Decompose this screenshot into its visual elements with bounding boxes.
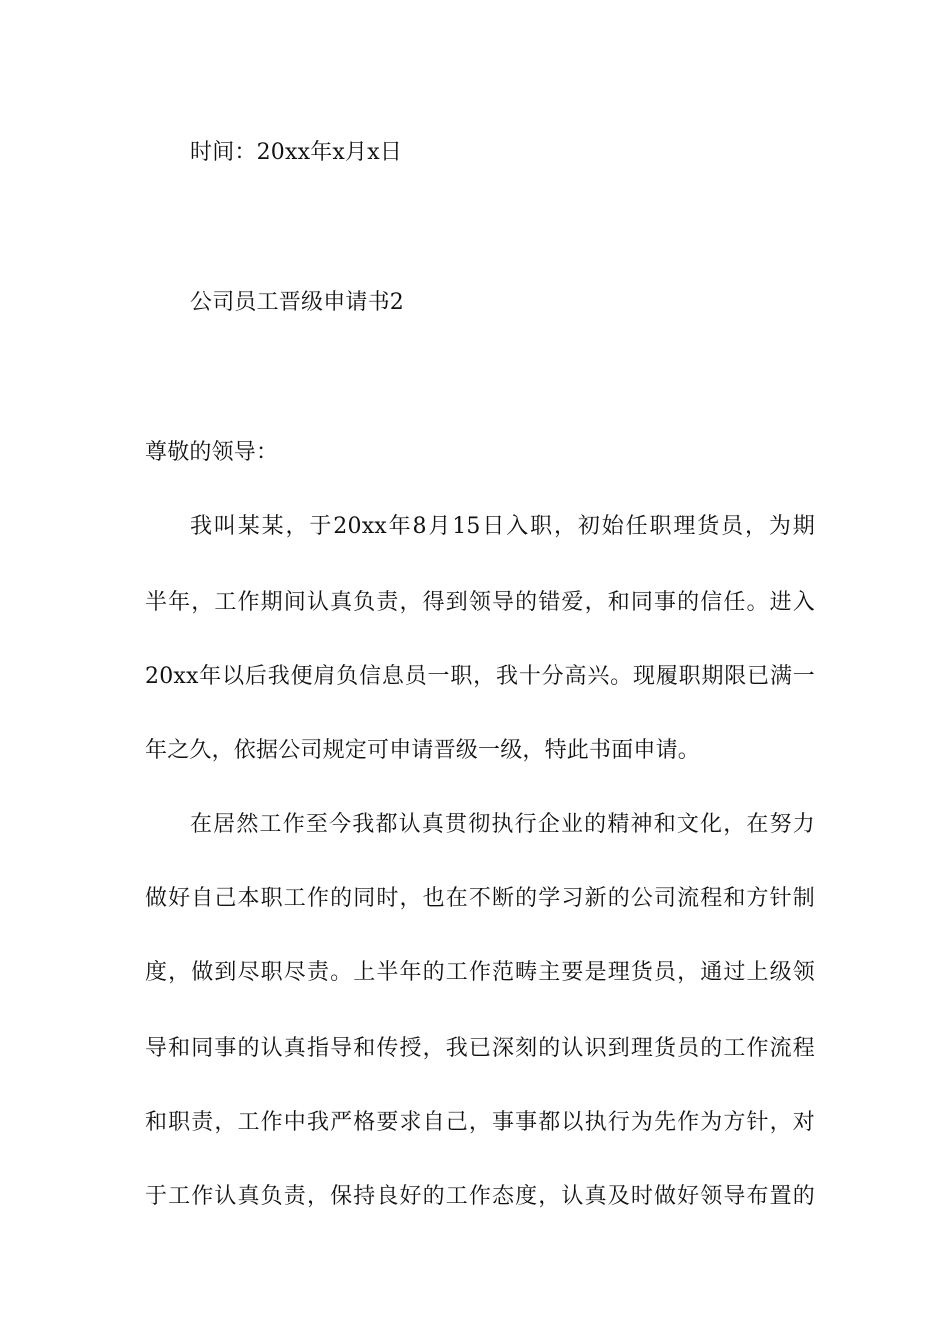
- paragraph1-line1: 我叫某某，于20xx年8月15日入职，初始任职理货员，为期: [190, 514, 815, 539]
- date-line: 时间：20xx年x月x日: [190, 140, 403, 165]
- paragraph1-line2: 半年，工作期间认真负责，得到领导的错爱，和同事的信任。进入: [145, 590, 815, 615]
- paragraph1-line3: 20xx年以后我便肩负信息员一职，我十分高兴。现履职期限已满一: [145, 664, 815, 689]
- paragraph2-line4: 导和同事的认真指导和传授，我已深刻的认识到理货员的工作流程: [145, 1036, 815, 1061]
- document-title: 公司员工晋级申请书2: [190, 290, 404, 315]
- paragraph2-line3: 度，做到尽职尽责。上半年的工作范畴主要是理货员，通过上级领: [145, 960, 815, 985]
- paragraph2-line1: 在居然工作至今我都认真贯彻执行企业的精神和文化，在努力: [190, 812, 815, 837]
- paragraph2-line5: 和职责，工作中我严格要求自己，事事都以执行为先作为方针，对: [145, 1110, 815, 1135]
- paragraph1-line4: 年之久，依据公司规定可申请晋级一级，特此书面申请。: [145, 738, 701, 763]
- paragraph2-line6: 于工作认真负责，保持良好的工作态度，认真及时做好领导布置的: [145, 1184, 815, 1209]
- salutation: 尊敬的领导：: [145, 440, 279, 465]
- paragraph2-line2: 做好自己本职工作的同时，也在不断的学习新的公司流程和方针制: [145, 886, 815, 911]
